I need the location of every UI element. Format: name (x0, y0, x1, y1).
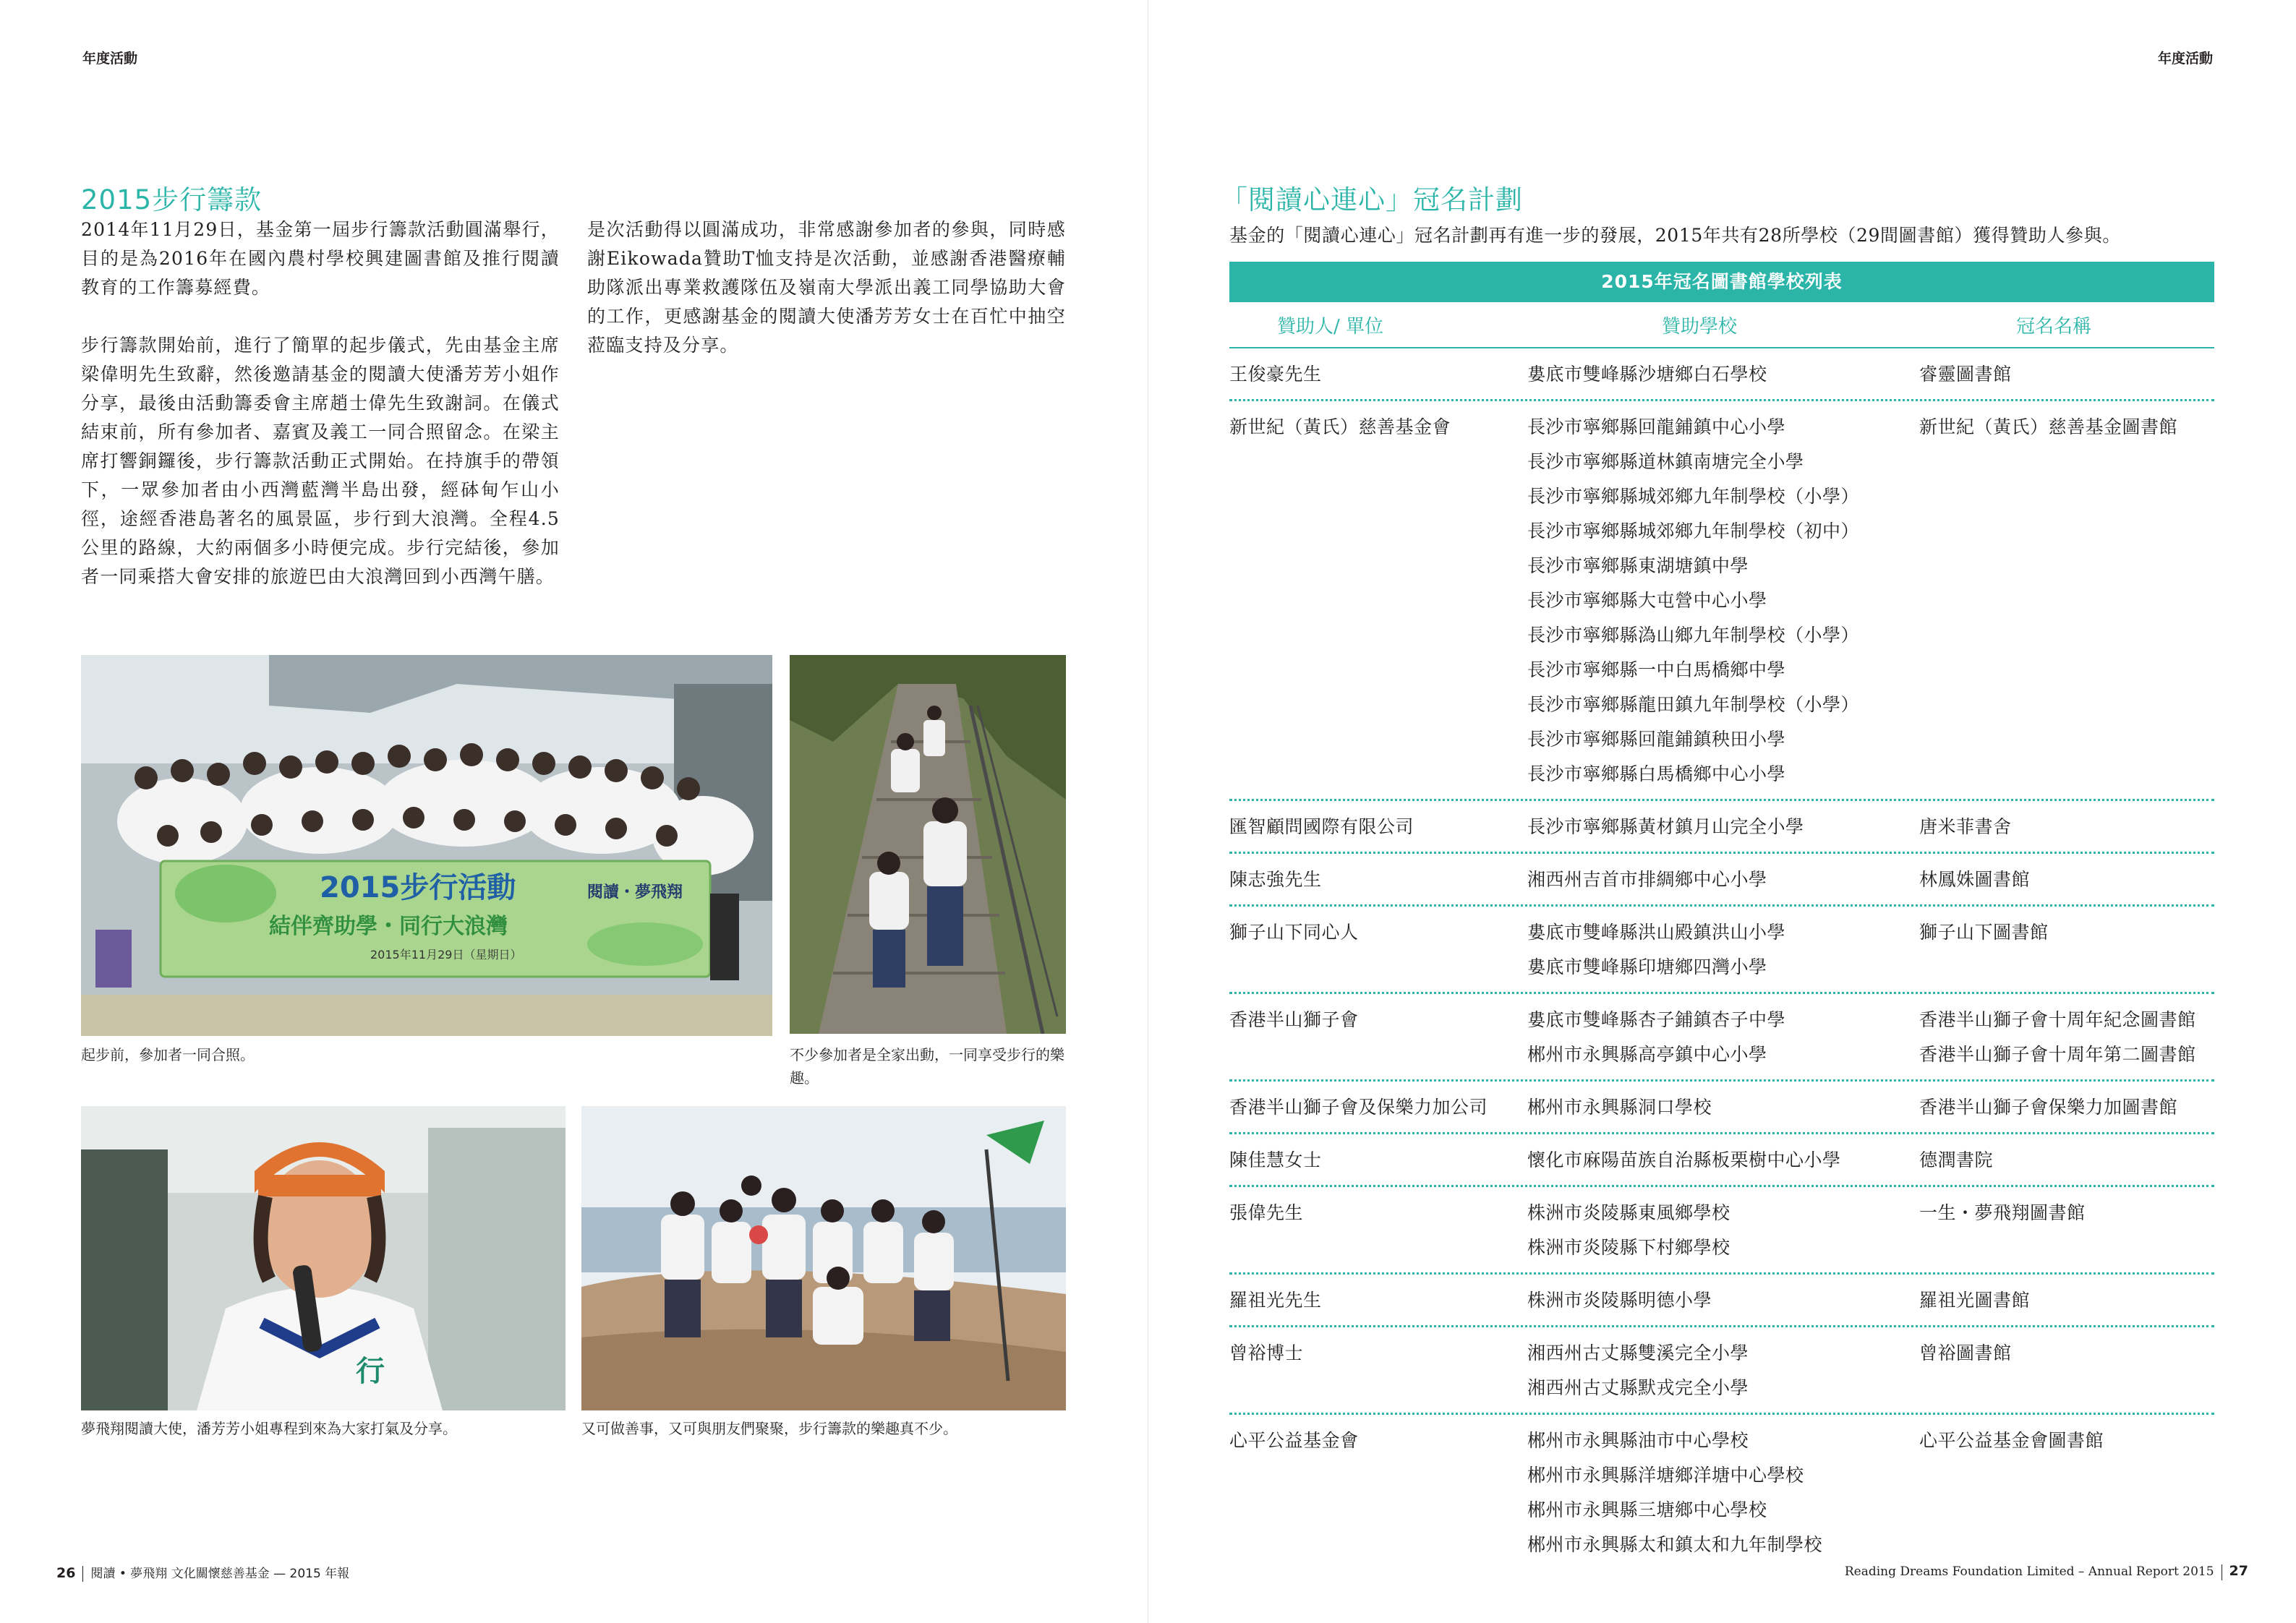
table-row (1229, 1082, 2214, 1134)
right-page (1148, 0, 2296, 1623)
school-name: 長沙市寧鄉縣一中白馬橋鄉中學 (1527, 659, 1786, 680)
caption-speaker-photo: 夢飛翔閱讀大使，潘芳芳小姐專程到來為大家打氣及分享。 (81, 1420, 457, 1437)
school-name: 長沙市寧鄉縣回龍鋪鎮中心小學 (1527, 416, 1786, 437)
school-name: 郴州市永興縣高亭鎮中心小學 (1527, 1044, 1767, 1065)
school-name: 郴州市永興縣太和鎮太和九年制學校 (1527, 1534, 1823, 1555)
school-name: 長沙市寧鄉縣黃材鎮月山完全小學 (1527, 816, 1804, 837)
school-name: 郴州市永興縣三塘鄉中心學校 (1527, 1499, 1767, 1520)
school-cell (1527, 1283, 1911, 1318)
sponsor-cell: 匯智顧問國際有限公司 (1229, 816, 1414, 837)
group-photo (81, 655, 772, 1036)
sponsorship-table-body (1229, 348, 2214, 1570)
school-name: 湘西州吉首市排綢鄉中心小學 (1527, 869, 1767, 890)
school-name: 株洲市炎陵縣下村鄉學校 (1527, 1237, 1730, 1258)
table-title: 2015年冠名圖書館學校列表 (1229, 262, 2214, 302)
paragraph: 2014年11月29日，基金第一屆步行籌款活動圓滿舉行，目的是為2016年在國內農村學校興建圖書館及推行閱讀教育的工作籌募經費。 (81, 219, 560, 298)
library-name-cell (1919, 357, 2223, 392)
column-header-library-name: 冠名名稱 (2016, 316, 2092, 338)
library-name: 心平公益基金會圖書館 (1919, 1430, 2104, 1451)
school-name: 長沙市寧鄉縣城郊鄉九年制學校（初中） (1527, 521, 1860, 541)
school-name: 婁底市雙峰縣沙塘鄉白石學校 (1527, 364, 1767, 385)
caption-hilltop-photo: 又可做善事，又可與朋友們聚聚，步行籌款的樂趣真不少。 (581, 1420, 957, 1437)
school-cell (1527, 1423, 1911, 1562)
school-name: 株洲市炎陵縣東風鄉學校 (1527, 1202, 1730, 1223)
table-row (1229, 1275, 2214, 1327)
sponsor-cell: 香港半山獅子會及保樂力加公司 (1229, 1097, 1488, 1118)
library-name: 香港半山獅子會十周年第二圖書館 (1919, 1044, 2196, 1065)
footer-right-text: Reading Dreams Foundation Limited – Annual Report 2015 (1844, 1564, 2214, 1579)
school-name: 婁底市雙峰縣印塘鄉四灣小學 (1527, 956, 1767, 977)
school-cell (1527, 357, 1911, 392)
school-name: 長沙市寧鄉縣龍田鎮九年制學校（小學） (1527, 694, 1860, 715)
school-name: 郴州市永興縣洞口學校 (1527, 1097, 1712, 1118)
hilltop-photo (581, 1106, 1066, 1410)
school-name: 長沙市寧鄉縣城郊鄉九年制學校（小學） (1527, 486, 1860, 507)
table-row (1229, 401, 2214, 801)
column-header-school: 贊助學校 (1662, 316, 1738, 338)
school-name: 郴州市永興縣油市中心學校 (1527, 1430, 1749, 1451)
library-name: 新世紀（黃氏）慈善基金圖書館 (1919, 416, 2178, 437)
sponsor-cell: 羅祖光先生 (1229, 1290, 1322, 1311)
running-head-right: 年度活動 (2158, 51, 2214, 67)
table-row (1229, 1327, 2214, 1415)
school-name: 長沙市寧鄉縣回龍鋪鎮秧田小學 (1527, 729, 1786, 750)
walkathon-text-col2 (587, 215, 1066, 360)
library-name: 睿靈圖書館 (1919, 364, 2012, 385)
running-head-left: 年度活動 (82, 51, 138, 67)
footer-left-text: 閱讀 • 夢飛翔 文化關懷慈善基金 — 2015 年報 (90, 1567, 350, 1581)
library-name: 林鳳姝圖書館 (1919, 869, 2031, 890)
school-name: 長沙市寧鄉縣白馬橋鄉中心小學 (1527, 763, 1786, 784)
banner-title: 2015步行活動 (320, 871, 516, 904)
school-cell (1527, 1336, 1911, 1405)
caption-group-photo: 起步前，參加者一同合照。 (81, 1046, 255, 1063)
footer-divider (82, 1566, 83, 1582)
school-name: 湘西州古丈縣雙溪完全小學 (1527, 1342, 1749, 1363)
school-name: 長沙市寧鄉縣大屯營中心小學 (1527, 590, 1767, 611)
table-row (1229, 801, 2214, 854)
paragraph: 步行籌款開始前，進行了簡單的起步儀式，先由基金主席梁偉明先生致辭，然後邀請基金的閱讀大使潘芳芳小姐作分享，最後由活動籌委會主席趙士偉先生致謝詞。在儀式結束前，所有參加者、嘉賓及義工一同合照留念。在梁主席打響銅鑼後，步行籌款活動正式開始。在持旗手的帶領下，一眾參加者由小西灣藍灣半島出發，經砵甸乍山小徑，途經香港島著名的風景區，步行到大浪灣。全程4.5公里的路線，大約兩個多小時便完成。步行完結後，參加者一同乘搭大會安排的旅遊巴由大浪灣回到小西灣午膳。 (81, 335, 560, 587)
table-row (1229, 994, 2214, 1082)
stairs-photo (790, 655, 1066, 1034)
school-name: 郴州市永興縣洋塘鄉洋塘中心學校 (1527, 1465, 1804, 1486)
library-name: 香港半山獅子會十周年紀念圖書館 (1919, 1009, 2196, 1030)
school-name: 婁底市雙峰縣杏子鋪鎮杏子中學 (1527, 1009, 1786, 1030)
library-name-cell (1919, 1336, 2223, 1371)
school-name: 長沙市寧鄉縣東湖塘鎮中學 (1527, 555, 1749, 576)
table-row (1229, 907, 2214, 994)
naming-scheme-title: 「閱讀心連心」冠名計劃 (1221, 184, 1523, 215)
banner-logo: 閱讀・夢飛翔 (587, 883, 683, 902)
school-name: 婁底市雙峰縣洪山殿鎮洪山小學 (1527, 922, 1786, 943)
footer-right (1845, 1563, 2248, 1580)
school-name: 長沙市寧鄉縣道林鎮南塘完全小學 (1527, 451, 1804, 472)
library-name-cell (1919, 862, 2223, 897)
svg-text:行: 行 (356, 1355, 385, 1388)
library-name: 曾裕圖書館 (1919, 1342, 2012, 1363)
table-column-headers (1229, 307, 2214, 348)
library-name-cell (1919, 1196, 2223, 1230)
library-name: 一生・夢飛翔圖書館 (1919, 1202, 2086, 1223)
library-name: 德潤書院 (1919, 1149, 1994, 1170)
table-row (1229, 1134, 2214, 1187)
school-cell (1527, 1090, 1911, 1125)
sponsor-cell: 獅子山下同心人 (1229, 922, 1359, 943)
page-number-left: 26 (56, 1565, 76, 1581)
school-name: 長沙市寧鄉縣溈山鄉九年制學校（小學） (1527, 625, 1860, 646)
sponsor-cell: 香港半山獅子會 (1229, 1009, 1359, 1030)
walkathon-title: 2015步行籌款 (81, 184, 263, 215)
school-cell (1527, 1196, 1911, 1265)
sponsor-cell: 張偉先生 (1229, 1202, 1304, 1223)
school-cell (1527, 915, 1911, 985)
footer-left (56, 1563, 349, 1582)
school-cell (1527, 862, 1911, 897)
school-name: 株洲市炎陵縣明德小學 (1527, 1290, 1712, 1311)
table-row (1229, 348, 2214, 401)
library-name: 香港半山獅子會保樂力加圖書館 (1919, 1097, 2178, 1118)
sponsor-cell: 新世紀（黃氏）慈善基金會 (1229, 416, 1451, 437)
sponsor-cell: 陳志強先生 (1229, 869, 1322, 890)
school-cell (1527, 1003, 1911, 1072)
caption-stairs-photo: 不少參加者是全家出動，一同享受步行的樂趣。 (790, 1046, 1064, 1087)
banner-date: 2015年11月29日（星期日） (370, 948, 522, 962)
sponsor-cell: 陳佳慧女士 (1229, 1149, 1322, 1170)
speaker-photo (81, 1106, 566, 1410)
table-row (1229, 1187, 2214, 1275)
banner-slogan: 結伴齊助學・同行大浪灣 (269, 914, 508, 939)
page-number-right: 27 (2229, 1563, 2248, 1579)
library-name-cell (1919, 915, 2223, 950)
library-name: 羅祖光圖書館 (1919, 1290, 2031, 1311)
library-name-cell (1919, 810, 2223, 844)
school-name: 懷化市麻陽苗族自治縣板栗樹中心小學 (1527, 1149, 1841, 1170)
naming-scheme-intro: 基金的「閱讀心連心」冠名計劃再有進一步的發展，2015年共有28所學校（29間圖書館）獲得贊助人參與。 (1229, 225, 2121, 246)
paragraph: 是次活動得以圓滿成功，非常感謝參加者的參與，同時感謝Eikowada贊助T恤支持是次活動，並感謝香港醫療輔助隊派出專業救護隊伍及嶺南大學派出義工同學協助大會的工作，更感謝基金的閱讀大使潘芳芳女士在百忙中抽空蒞臨支持及分享。 (587, 219, 1066, 356)
library-name-cell (1919, 1090, 2223, 1125)
school-name: 湘西州古丈縣默戎完全小學 (1527, 1377, 1749, 1398)
school-cell (1527, 810, 1911, 844)
walkathon-text-col1 (81, 215, 560, 591)
sponsor-cell: 曾裕博士 (1229, 1342, 1304, 1363)
library-name-cell (1919, 1003, 2223, 1072)
sponsor-cell: 心平公益基金會 (1229, 1430, 1359, 1451)
table-row (1229, 1415, 2214, 1570)
library-name-cell (1919, 410, 2223, 445)
library-name: 唐米菲書舍 (1919, 816, 2012, 837)
sponsor-cell: 王俊豪先生 (1229, 364, 1322, 385)
school-cell (1527, 410, 1911, 792)
column-header-sponsor: 贊助人/ 單位 (1277, 316, 1384, 338)
library-name-cell (1919, 1143, 2223, 1178)
library-name: 獅子山下圖書館 (1919, 922, 2049, 943)
school-cell (1527, 1143, 1911, 1178)
table-row (1229, 854, 2214, 907)
library-name-cell (1919, 1423, 2223, 1458)
library-name-cell (1919, 1283, 2223, 1318)
